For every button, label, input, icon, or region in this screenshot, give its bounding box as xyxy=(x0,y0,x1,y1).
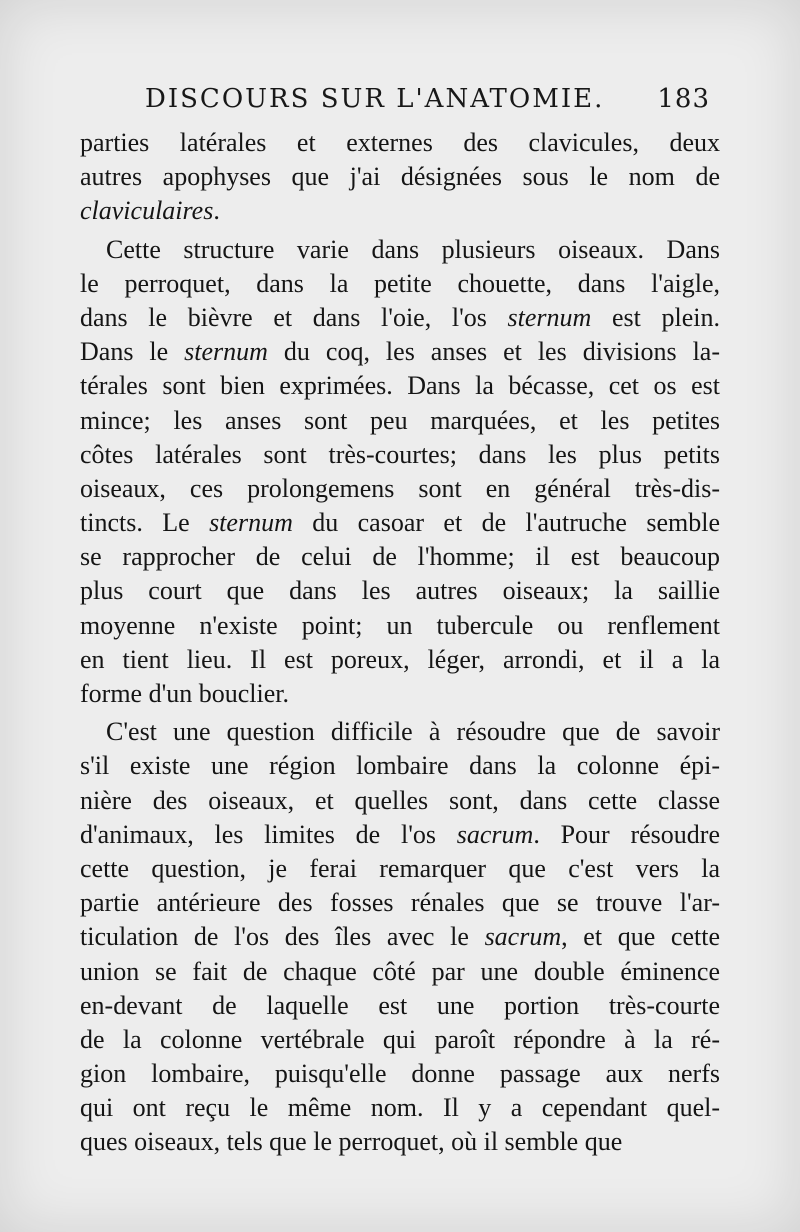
text-run: . xyxy=(213,196,220,226)
text-line xyxy=(80,677,720,711)
text-run: autres apophyses que j'ai désignées sous le nom de xyxy=(80,162,720,192)
italic-term: sacrum xyxy=(456,819,534,849)
text-line xyxy=(80,852,720,886)
text-line xyxy=(80,404,720,438)
text-run: tincts. Le xyxy=(80,508,210,538)
text-run: ticulation de l'os des îles avec le xyxy=(80,922,485,952)
page-header xyxy=(145,84,710,120)
text-run: térales sont bien exprimées. Dans la bécasse, cet os est xyxy=(80,371,720,401)
text-line xyxy=(80,955,720,989)
text-run: . Pour résoudre xyxy=(533,819,720,849)
text-run: de la colonne vertébrale qui paroît répondre à la ré- xyxy=(80,1024,720,1054)
text-line xyxy=(80,1057,720,1091)
text-run: C'est une question difficile à résoudre que de savoir xyxy=(106,717,720,747)
text-run: du casoar et de l'autruche semble xyxy=(292,508,720,538)
text-line xyxy=(80,267,720,301)
text-run: mince; les anses sont peu marquées, et les petites xyxy=(80,405,720,435)
text-run: Cette structure varie dans plusieurs oiseaux. Dans xyxy=(106,234,720,264)
text-line xyxy=(80,506,720,540)
body-text xyxy=(80,126,720,1160)
text-line xyxy=(80,301,720,335)
italic-term: sternum xyxy=(184,337,268,367)
text-run: forme d'un bouclier. xyxy=(80,679,290,708)
text-run: se rapprocher de celui de l'homme; il est beaucoup xyxy=(80,542,720,572)
text-line xyxy=(80,1091,720,1125)
italic-term: sternum xyxy=(209,508,293,538)
text-run: d'animaux, les limites de l'os xyxy=(80,819,457,849)
text-run: en tient lieu. Il est poreux, léger, arrondi, et il a la xyxy=(80,644,720,674)
text-line xyxy=(80,126,720,160)
text-run: qui ont reçu le même nom. Il y a cependant quel- xyxy=(80,1093,720,1123)
text-line xyxy=(80,540,720,574)
text-line xyxy=(80,749,720,783)
text-run: nière des oiseaux, et quelles sont, dans cette classe xyxy=(80,785,720,815)
text-line xyxy=(80,335,720,369)
italic-term: sacrum xyxy=(484,922,562,952)
italic-term: claviculaires xyxy=(80,196,214,226)
text-run: le perroquet, dans la petite chouette, dans l'aigle, xyxy=(80,268,720,298)
text-line xyxy=(80,194,720,228)
text-run: partie antérieure des fosses rénales que se trouve l'ar- xyxy=(80,888,720,918)
text-line xyxy=(80,160,720,194)
text-line xyxy=(80,1023,720,1057)
text-line xyxy=(80,438,720,472)
text-run: en-devant de laquelle est une portion très-courte xyxy=(80,990,720,1020)
text-run: plus court que dans les autres oiseaux; la saillie xyxy=(80,576,720,606)
text-run: union se fait de chaque côté par une double éminence xyxy=(80,956,720,986)
text-run: oiseaux, ces prolongemens sont en général très-dis- xyxy=(80,473,720,503)
text-line xyxy=(80,233,720,267)
text-line xyxy=(80,818,720,852)
text-line xyxy=(80,920,720,954)
text-line xyxy=(80,472,720,506)
text-line xyxy=(80,715,720,749)
text-line xyxy=(80,989,720,1023)
text-run: moyenne n'existe point; un tubercule ou renflement xyxy=(80,610,720,640)
text-line xyxy=(80,369,720,403)
text-line xyxy=(80,574,720,608)
text-line xyxy=(80,784,720,818)
text-run: ques oiseaux, tels que le perroquet, où il semble que xyxy=(80,1127,623,1157)
text-run: du coq, les anses et les divisions la- xyxy=(267,337,721,367)
text-line xyxy=(80,609,720,643)
text-run: s'il existe une région lombaire dans la colonne épi- xyxy=(80,751,720,781)
text-line xyxy=(80,643,720,677)
text-line xyxy=(80,886,720,920)
text-run: est plein. xyxy=(591,302,720,332)
text-run: parties latérales et externes des clavicules, deux xyxy=(80,128,720,157)
text-run: gion lombaire, puisqu'elle donne passage aux nerfs xyxy=(80,1059,720,1089)
text-run: , et que cette xyxy=(561,922,720,952)
text-run: cette question, je ferai remarquer que c'est vers la xyxy=(80,853,720,883)
text-run: dans le bièvre et dans l'oie, l'os xyxy=(80,302,508,332)
running-title: DISCOURS SUR L'ANATOMIE. xyxy=(145,84,605,114)
text-run: côtes latérales sont très-courtes; dans les plus petits xyxy=(80,439,720,469)
page-number: 183 xyxy=(657,84,710,114)
italic-term: sternum xyxy=(507,302,592,332)
text-run: Dans le xyxy=(80,337,185,367)
text-line xyxy=(80,1125,720,1159)
